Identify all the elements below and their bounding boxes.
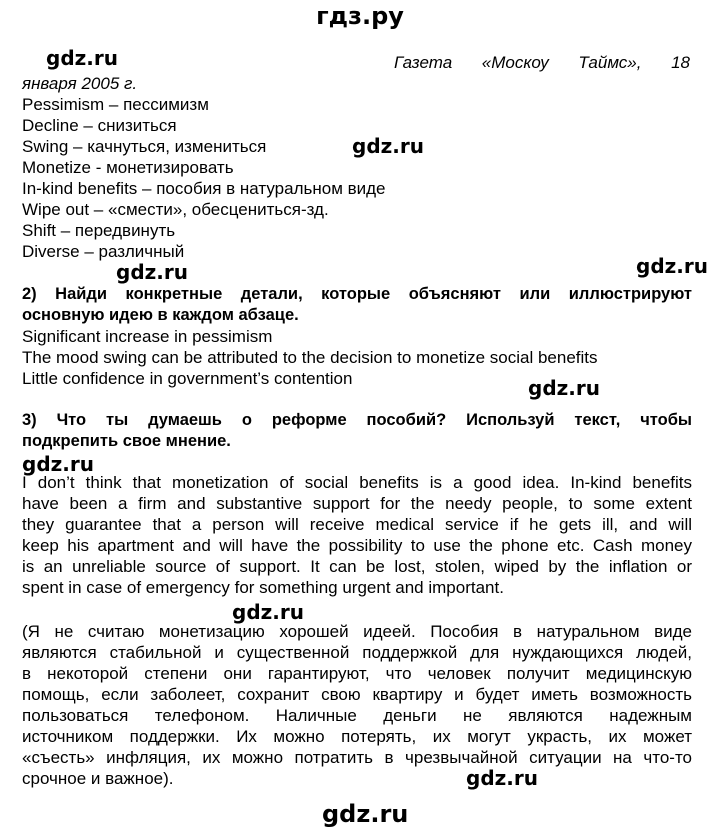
answer-russian-line: «съесть» инфляция, их можно потратить в чрезвычайной ситуации на что-то [22, 748, 692, 767]
watermark: gdz.ru [22, 452, 94, 476]
answer-english-line: is an unreliable source of support. It can be lost, stolen, wiped by the inflation or [22, 557, 692, 576]
answer-russian-line: являются стабильной и существенной поддержкой для нуждающихся людей, [22, 643, 692, 662]
answer-english-line: spent in case of emergency for something urgent and important. [22, 578, 504, 597]
task2-answer: Significant increase in pessimism [22, 327, 273, 346]
answer-russian-line: помощь, если заболеет, сохранит свою квартиру и будет иметь возможность [22, 685, 692, 704]
answer-russian-line: срочное и важное). [22, 769, 174, 788]
watermark: gdz.ru [322, 800, 409, 828]
watermark: gdz.ru [466, 766, 538, 790]
source-date: января 2005 г. [22, 74, 138, 93]
task2-answer: Little confidence in government’s contention [22, 369, 353, 388]
site-title: гдз.ру [316, 2, 404, 30]
answer-russian-line: источником поддержки. Их можно потерять, их могут украсть, их может [22, 727, 692, 746]
vocab-item: Diverse – различный [22, 242, 185, 261]
vocab-item: Monetize - монетизировать [22, 158, 234, 177]
source-newspaper: Газета «Москоу Таймс», 18 [394, 53, 690, 72]
answer-russian-line: в некоторой степени они гарантируют, что человек получит медицинскую [22, 664, 692, 683]
task2-title: основную идею в каждом абзаце. [22, 306, 299, 324]
watermark: gdz.ru [528, 376, 600, 400]
answer-english-line: keep his apartment and will have the possibility to use the phone etc. Cash money [22, 536, 692, 555]
answer-russian-line: пользоваться телефоном. Наличные деньги не являются надежным [22, 706, 692, 725]
watermark: gdz.ru [352, 134, 424, 158]
vocab-item: In-kind benefits – пособия в натуральном виде [22, 179, 386, 198]
vocab-item: Pessimism – пессимизм [22, 95, 209, 114]
task3-title: подкрепить свое мнение. [22, 432, 231, 450]
vocab-item: Wipe out – «смести», обесцениться-зд. [22, 200, 329, 219]
watermark: gdz.ru [46, 46, 118, 70]
task2-answer: The mood swing can be attributed to the decision to monetize social benefits [22, 348, 598, 367]
task2-title: 2) Найди конкретные детали, которые объясняют или иллюстрируют [22, 285, 692, 303]
task3-title: 3) Что ты думаешь о реформе пособий? Используй текст, чтобы [22, 411, 692, 429]
vocab-item: Swing – качнуться, измениться [22, 137, 267, 156]
answer-russian-line: (Я не считаю монетизацию хорошей идеей. Пособия в натуральном виде [22, 622, 692, 641]
vocab-item: Decline – снизиться [22, 116, 177, 135]
watermark: gdz.ru [636, 254, 708, 278]
watermark: gdz.ru [116, 260, 188, 284]
answer-english-line: have been a firm and substantive support for the needy people, to some extent [22, 494, 692, 513]
watermark: gdz.ru [232, 600, 304, 624]
answer-english-line: they guarantee that a person will receive medical service if he gets ill, and will [22, 515, 692, 534]
answer-english-line: I don’t think that monetization of social benefits is a good idea. In-kind benefits [22, 473, 692, 492]
vocab-item: Shift – передвинуть [22, 221, 176, 240]
